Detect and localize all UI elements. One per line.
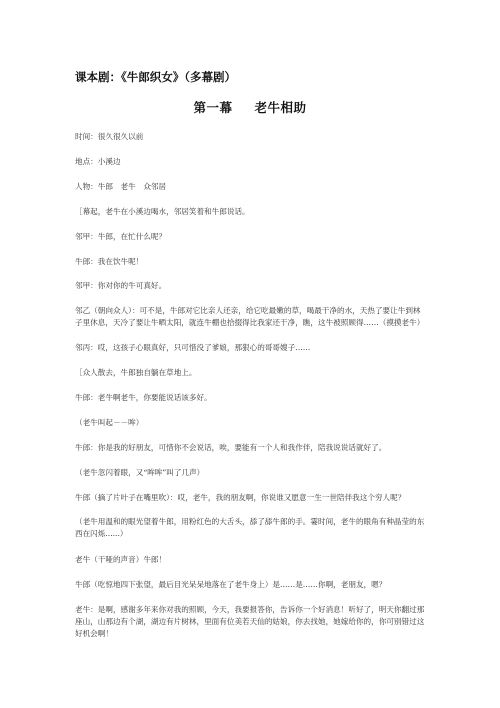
dialogue-paragraph: 邻乙（朝向众人）：可不是，牛郎对它比亲人还亲，给它吃最嫩的草，喝最干净的水，天热了要让牛到林子里休息，天冷了要让牛晒太阳，就连牛棚也拾掇得比我家还干净，瞧，这牛被照顾得……（摸摸老牛） xyxy=(75,306,425,327)
stage-direction: ［众人散去，牛郎独自躺在草地上。 xyxy=(75,368,197,377)
dialogue-line: 牛郎：我在饮牛呢！ xyxy=(75,257,144,266)
act-heading xyxy=(0,98,500,116)
dialogue-line: 邻甲：牛郎，在忙什么呢？ xyxy=(75,232,167,241)
time-line: 时间：很久很久以前 xyxy=(75,132,144,141)
dialogue-paragraph: 老牛：是啊，感谢多年来你对我的照顾，今天，我要报答你，告诉你一个好消息！听好了，明天你翻过那座山，山那边有个湖，湖边有片树林，里面有位美若天仙的姑娘，你去找她，她嫁给你的，你可别错过这好机会啊！ xyxy=(75,605,425,638)
dialogue-line: 牛郎：老牛啊老牛，你要能说话该多好。 xyxy=(75,393,212,402)
dialogue-line: 邻甲：你对你的牛可真好。 xyxy=(75,281,167,290)
stage-direction-paragraph: （老牛用温和的眼光望着牛郎，用粉红色的大舌头，舔了舔牛郎的手。霎时间，老牛的眼角有种晶莹的东西在闪烁......） xyxy=(75,517,425,538)
characters-line: 人物：牛郎 老牛 众邻居 xyxy=(75,182,167,191)
dialogue-line: 老牛（干哑的声音）牛郎！ xyxy=(75,555,167,564)
stage-direction: （老牛叫起－－哞） xyxy=(75,418,144,427)
stage-direction: ［幕起，老牛在小溪边喝水，邻居笑着和牛郎说话。 xyxy=(75,207,250,216)
dialogue-line: 牛郎（摘了片叶子在嘴里吹）：哎，老牛，我的朋友啊，你说谁又愿意一生一世陪伴我这个穷人呢？ xyxy=(75,493,406,502)
act-number: 第一幕 xyxy=(193,100,233,115)
dialogue-line: 邻丙：哎，这孩子心眼真好，只可惜没了爹娘，那狠心的哥哥嫂子…… xyxy=(75,343,311,352)
dialogue-line: 牛郎（吃惊地四下张望，最后目光呆呆地落在了老牛身上）是……是……你啊，老朋友，嗯？ xyxy=(75,580,387,589)
document-title: 课本剧：《牛郎织女》（多幕剧） xyxy=(75,70,236,84)
act-name: 老牛相助 xyxy=(254,100,307,115)
dialogue-line: 牛郎：你是我的好朋友，可惜你不会说话，唉，要能有一个人和我作伴，陪我说说话就好了。 xyxy=(75,443,387,452)
place-line: 地点：小溪边 xyxy=(75,157,121,166)
stage-direction: （老牛忽闪着眼，又“哞哞”叫了几声） xyxy=(75,468,205,477)
